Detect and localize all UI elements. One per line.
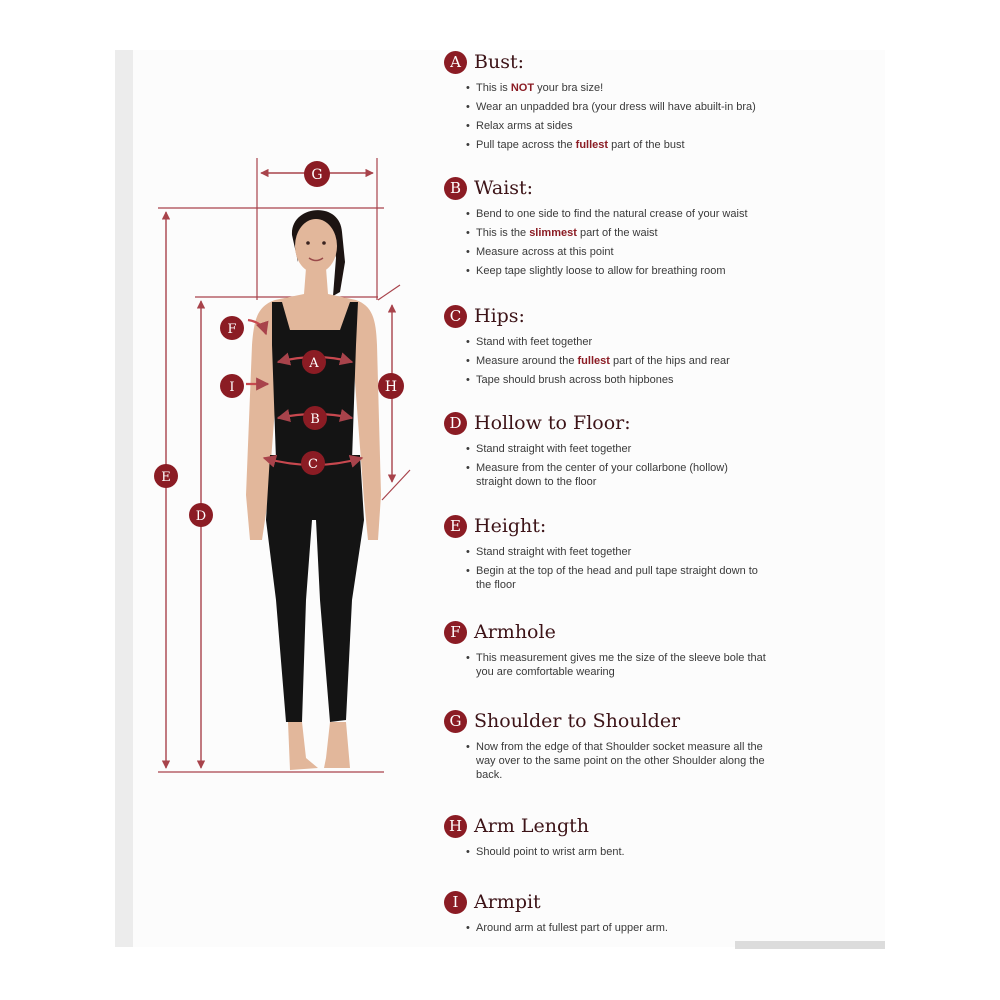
- section-shoulder-to-shoulder: [444, 708, 864, 787]
- badge-a-icon: A: [444, 51, 467, 74]
- left-edge-shadow: [115, 50, 133, 947]
- bottom-edge-shadow: [735, 941, 885, 949]
- list-item: • Tape should brush across both hipbones: [466, 373, 864, 387]
- list-item: • Bend to one side to find the natural crease of your waist: [466, 207, 864, 221]
- list-item: • Now from the edge of that Shoulder socket measure all the way over to the same point on the other Shoulder along the back.: [466, 740, 776, 782]
- section-hollow-to-floor: [444, 410, 864, 494]
- svg-text:F: F: [227, 322, 237, 337]
- badge-i: [220, 374, 244, 398]
- list-item: • Stand with feet together: [466, 335, 864, 349]
- list-item: • Stand straight with feet together: [466, 545, 776, 559]
- badge-e-icon: E: [444, 515, 467, 538]
- arm-bottom-tick: [382, 470, 410, 500]
- arm-top-tick: [378, 285, 400, 300]
- section-title: Waist:: [474, 177, 534, 199]
- badge-e: [154, 464, 178, 488]
- list-item: • Stand straight with feet together: [466, 442, 766, 456]
- section-height: [444, 513, 864, 597]
- badge-f: [220, 316, 244, 340]
- badge-i-icon: I: [444, 891, 467, 914]
- section-title: Armpit: [474, 891, 541, 913]
- list-item: • Keep tape slightly loose to allow for breathing room: [466, 264, 864, 278]
- badge-f-icon: F: [444, 621, 467, 644]
- section-bust: [444, 49, 864, 157]
- list-item: • This is NOT your bra size!: [466, 81, 864, 95]
- badge-h: [378, 373, 404, 399]
- section-arm-length: [444, 813, 864, 864]
- badge-d: [189, 503, 213, 527]
- badge-g-icon: G: [444, 710, 467, 733]
- badge-g: [304, 161, 330, 187]
- section-title: Hollow to Floor:: [474, 412, 631, 434]
- section-title: Arm Length: [474, 815, 589, 837]
- list-item: • Pull tape across the fullest part of the bust: [466, 138, 864, 152]
- list-item: • Begin at the top of the head and pull tape straight down to the floor: [466, 564, 776, 592]
- section-armpit: [444, 889, 864, 940]
- section-title: Bust:: [474, 51, 524, 73]
- list-item: • Wear an unpadded bra (your dress will have abuilt-in bra): [466, 100, 864, 114]
- list-item: • Around arm at fullest part of upper arm.: [466, 921, 864, 935]
- woman-figure: [246, 210, 381, 770]
- badge-h-icon: H: [444, 815, 467, 838]
- badge-b: [303, 406, 327, 430]
- list-item: • Measure around the fullest part of the hips and rear: [466, 354, 864, 368]
- badge-c-icon: C: [444, 305, 467, 328]
- svg-text:B: B: [310, 412, 320, 427]
- badge-d-icon: D: [444, 412, 467, 435]
- section-title: Hips:: [474, 305, 525, 327]
- section-armhole: [444, 619, 864, 684]
- section-waist: [444, 175, 864, 283]
- svg-text:A: A: [309, 356, 319, 371]
- svg-text:C: C: [308, 457, 318, 472]
- body-measurement-figure: [140, 150, 420, 790]
- list-item: • This measurement gives me the size of the sleeve bole that you are comfortable wearing: [466, 651, 766, 679]
- list-item: • Measure from the center of your collarbone (hollow) straight down to the floor: [466, 461, 766, 489]
- section-hips: [444, 303, 864, 392]
- svg-text:H: H: [384, 379, 398, 395]
- svg-text:E: E: [161, 470, 171, 485]
- badge-c: [301, 451, 325, 475]
- svg-text:D: D: [195, 509, 207, 524]
- svg-text:I: I: [229, 380, 235, 395]
- section-title: Shoulder to Shoulder: [474, 710, 681, 732]
- list-item: • Relax arms at sides: [466, 119, 864, 133]
- badge-b-icon: B: [444, 177, 467, 200]
- svg-text:G: G: [311, 167, 323, 183]
- section-title: Height:: [474, 515, 547, 537]
- list-item: • This is the slimmest part of the waist: [466, 226, 864, 240]
- list-item: • Measure across at this point: [466, 245, 864, 259]
- section-title: Armhole: [474, 621, 556, 643]
- badge-a: [302, 350, 326, 374]
- list-item: • Should point to wrist arm bent.: [466, 845, 864, 859]
